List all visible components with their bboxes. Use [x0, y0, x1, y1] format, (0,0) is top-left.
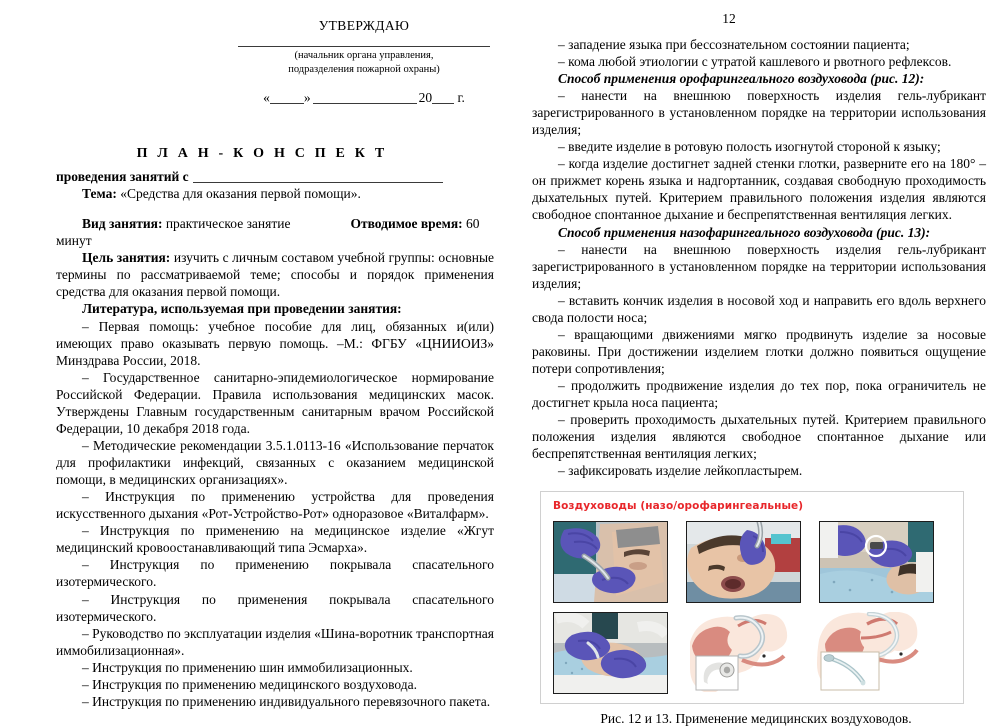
figure-row-top	[553, 521, 953, 603]
approval-subtitle-line2: подразделения пожарной охраны)	[288, 63, 440, 75]
plan-subtitle	[56, 169, 494, 185]
right-column	[512, 0, 1000, 727]
literature-item: – Инструкция по применению устройства для проведения искусственного дыхания «Рот-Устройство-Рот» одноразовое «Виталфарм».	[56, 489, 494, 522]
oropharyngeal-heading: Способ применения орофарингеального воздуховода (рис. 12):	[558, 70, 925, 86]
nasopharyngeal-step: – вращающими движениями мягко продвинуть изделие за носовые раковины. При достижении изделием глотки должно появиться ощущение потери сопротивления;	[532, 326, 986, 377]
nasopharyngeal-step: – вставить кончик изделия в носовой ход и направить его вдоль верхнего свода полости носа;	[532, 292, 986, 325]
page-title: П Л А Н - К О Н С П Е К Т	[136, 146, 388, 162]
date-quote-close: »	[303, 90, 311, 106]
literature-item: – Методические рекомендации 3.5.1.0113-16 «Использование перчаток для профилактики инфекций, связанных с оказанием медицинской помощи, в медицинских организациях».	[56, 437, 494, 488]
lesson-type-value: практическое занятие	[165, 216, 291, 232]
photo-nasopharyngeal-insertion	[553, 612, 668, 694]
literature-item: – Государственное санитарно-эпидемиологическое нормирование Российской Федерации. Правила использования медицинских масок. Утверждены Главным государственным санитарным врачом Российской Федерации, 10 декабря 2018 года.	[56, 369, 494, 436]
figure-label: Воздуховоды (назо/орофарингеальные)	[553, 500, 804, 513]
diagram-oropharyngeal-airway-placement	[686, 612, 799, 692]
indication-item: – западение языка при бессознательном состоянии пациента;	[558, 36, 910, 52]
literature-item: – Инструкция по применению медицинского воздуховода.	[82, 676, 417, 692]
date-year-prefix: 20	[418, 90, 433, 106]
nasopharyngeal-step: – проверить проходимость дыхательных путей. Критерием правильного положения изделия являются свободное спонтанное дыхание или беспрепятственная вентиляция легких;	[532, 412, 986, 462]
goal-label: Цель занятия:	[82, 250, 171, 266]
literature-item: – Инструкция по применению на медицинское изделие «Жгут медицинский кровоостанавливающий типа Эсмарха».	[56, 523, 494, 556]
literature-heading: Литература, используемая при проведении занятия:	[82, 301, 402, 317]
lesson-type-and-time-line	[56, 215, 494, 249]
nasopharyngeal-heading: Способ применения назофарингеального воздуховода (рис. 13):	[558, 224, 931, 240]
plan-subtitle-blank	[193, 182, 443, 183]
goal-value: изучить с личным составом учебной группы: основные термины по рассматриваемой теме; способы и порядок применения средства для оказания первой помощи.	[56, 250, 495, 300]
literature-item: – Инструкция по применению шин иммобилизационных.	[82, 659, 413, 675]
topic-label: Тема:	[82, 186, 117, 202]
literature-item: – Инструкция по применению покрывала спасательного изотермического.	[56, 557, 494, 590]
date-month-blank	[313, 103, 417, 104]
approval-title: УТВЕРЖДАЮ	[318, 18, 410, 33]
photo-nasopharyngeal-measuring	[819, 521, 934, 603]
oropharyngeal-step: – когда изделие достигнет задней стенки глотки, разверните его на 180° – он прижмет корень языка и надгортанник, создавая свободную проходимость дыхательных путей. Критерием правильного положения изделия являются свободное спонтанное дыхание и беспрепятственная вентиляция легких.	[532, 156, 986, 223]
figure-box	[540, 491, 964, 704]
literature-item: – Инструкция по применению индивидуального перевязочного пакета.	[82, 693, 491, 709]
literature-item: – Первая помощь: учебное пособие для лиц, обязанных и(или) имеющих право оказывать первую помощь. –М.: ФГБУ «ЦНИИОИЗ» Минздрава России, 2018.	[56, 318, 494, 368]
literature-item: – Руководство по эксплуатации изделия «Шина-воротник транспортная иммобилизационная».	[56, 625, 495, 658]
nasopharyngeal-step: – продолжить продвижение изделия до тех пор, пока ограничитель не достигнет крыла носа пациента;	[532, 378, 986, 411]
time-label: Отводимое время:	[350, 216, 463, 232]
date-year-blank	[432, 103, 454, 104]
oropharyngeal-step: – введите изделие в ротовую полость изогнутой стороной к языку;	[558, 139, 941, 155]
approval-block	[238, 18, 490, 106]
goal-line	[56, 249, 494, 300]
figure-caption: Рис. 12 и 13. Применение медицинских воздуховодов.	[600, 711, 912, 727]
photo-oropharyngeal-insertion-1	[553, 521, 668, 603]
topic-line	[56, 185, 494, 202]
figure-row-bottom	[553, 612, 953, 694]
approval-date-line	[238, 90, 490, 106]
indication-item: – кома любой этиологии с утратой кашлевого и рвотного рефлексов.	[558, 53, 952, 69]
literature-item: – Инструкция по применения покрывала спасательного изотермического.	[56, 591, 494, 624]
plan-subtitle-text: проведения занятий с	[56, 169, 189, 185]
nasopharyngeal-step: – нанести на внешнюю поверхность изделия гель-лубрикант зарегистрированного в установленном порядке на территории использования изделия;	[532, 241, 986, 291]
date-day-blank	[270, 103, 304, 104]
photo-oropharyngeal-insertion-2	[686, 521, 801, 603]
topic-value: «Средства для оказания первой помощи».	[120, 186, 361, 202]
approval-subtitle-line1: (начальник органа управления,	[294, 50, 434, 62]
date-year-suffix: г.	[457, 90, 465, 106]
oropharyngeal-step: – нанести на внешнюю поверхность изделия гель-лубрикант зарегистрированного в установленном порядке на территории использования изделия;	[532, 88, 986, 138]
diagram-nasopharyngeal-airway-placement	[817, 612, 930, 692]
time-value: 60 минут	[56, 216, 480, 249]
nasopharyngeal-step: – зафиксировать изделие лейкопластырем.	[558, 463, 803, 479]
date-quote-open: «	[263, 90, 270, 106]
lesson-type-label: Вид занятия:	[82, 216, 163, 232]
approval-signature-rule	[238, 46, 490, 47]
page-number: 12	[722, 11, 736, 26]
